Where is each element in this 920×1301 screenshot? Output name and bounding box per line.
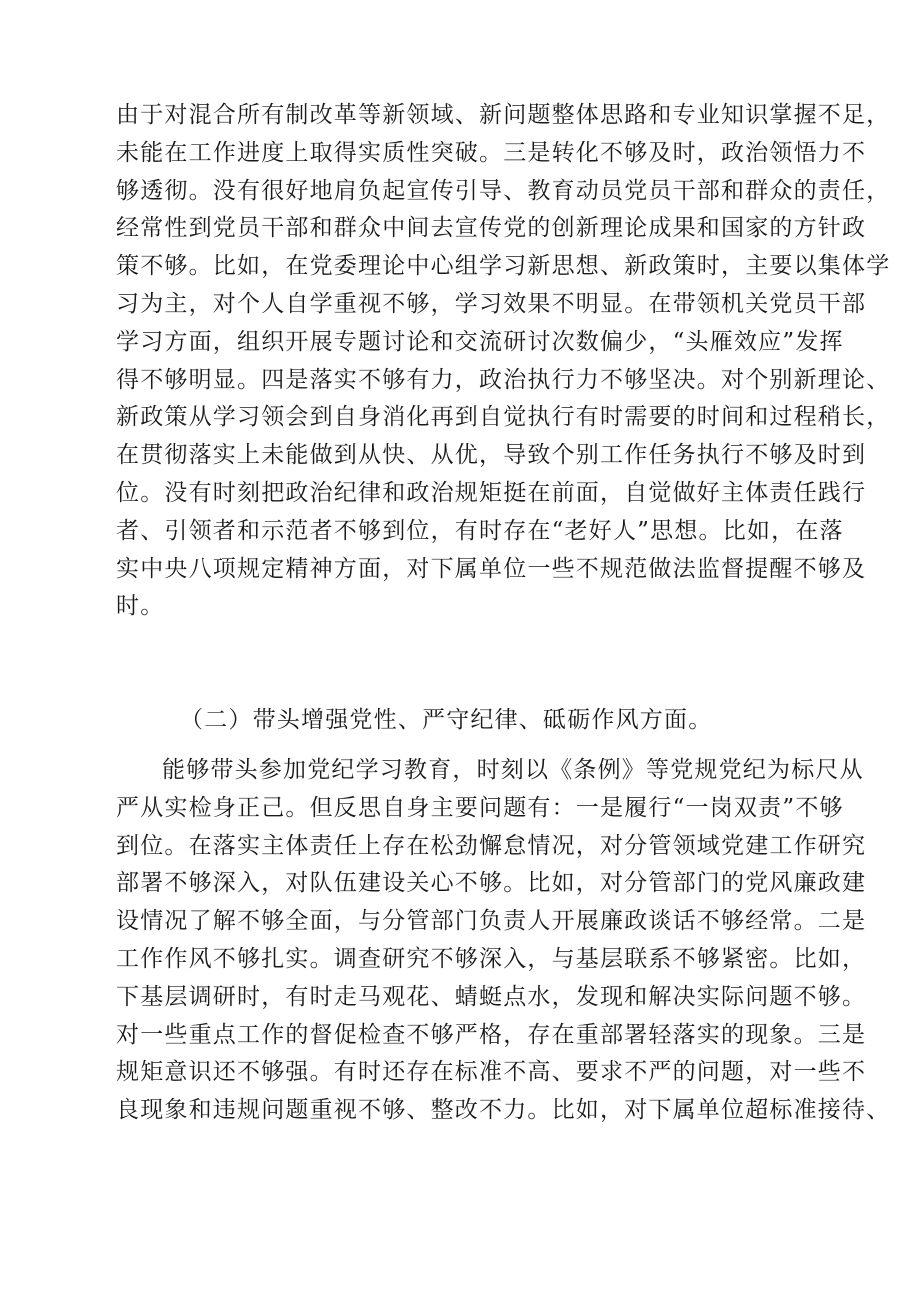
section-1-line: 学习方面，组织开展专题讨论和交流研讨次数偏少，“头雁效应”发挥	[116, 328, 844, 355]
section-2-line: 到位。在落实主体责任上存在松劲懈怠情况，对分管领域党建工作研究	[116, 832, 867, 859]
section-2-line: 下基层调研时，有时走马观花、蜻蜓点水，发现和解决实际问题不够。	[116, 983, 867, 1010]
section-1-line: 策不够。比如，在党委理论中心组学习新思想、新政策时，主要以集体学	[116, 253, 891, 280]
section-2-line: 对一些重点工作的督促检查不够严格，存在重部署轻落实的现象。三是	[116, 1021, 867, 1048]
section-1-line: 经常性到党员干部和群众中间去宣传党的创新理论成果和国家的方针政	[116, 215, 867, 242]
section-1-line: 在贯彻落实上未能做到从快、从优，导致个别工作任务执行不够及时到	[116, 442, 867, 469]
section-1-line: 习为主，对个人自学重视不够，学习效果不明显。在带领机关党员干部	[116, 290, 867, 317]
section-2-line: 规矩意识还不够强。有时还存在标准不高、要求不严的问题，对一些不	[116, 1059, 867, 1086]
section-2-line: 设情况了解不够全面，与分管部门负责人开展廉政谈话不够经常。二是	[116, 908, 867, 935]
section-1-line: 由于对混合所有制改革等新领域、新问题整体思路和专业知识掌握不足，	[116, 102, 891, 128]
section-2-heading: （二）带头增强党性、严守纪律、砥砺作风方面。	[180, 707, 713, 733]
section-1-line: 够透彻。没有很好地肩负起宣传引导、教育动员党员干部和群众的责任，	[116, 177, 891, 204]
section-1-line: 时。	[116, 593, 165, 620]
section-1-line: 实中央八项规定精神方面，对下属单位一些不规范做法监督提醒不够及	[116, 555, 867, 582]
section-2-line: 工作作风不够扎实。调查研究不够深入，与基层联系不够紧密。比如，	[116, 945, 867, 972]
section-2-line: 严从实检身正己。但反思自身主要问题有：一是履行“一岗双责”不够	[116, 794, 844, 821]
section-1-line: 者、引领者和示范者不够到位，有时存在“老好人”思想。比如，在落	[116, 517, 844, 544]
section-2-line: 能够带头参加党纪学习教育，时刻以《条例》等党规党纪为标尺从	[162, 757, 864, 783]
section-1-line: 位。没有时刻把政治纪律和政治规矩挺在前面，自觉做好主体责任践行	[116, 479, 867, 506]
section-2	[116, 702, 834, 740]
section-1-line: 未能在工作进度上取得实质性突破。三是转化不够及时，政治领悟力不	[116, 139, 867, 166]
section-2-line: 部署不够深入，对队伍建设关心不够。比如，对分管部门的党风廉政建	[116, 870, 867, 897]
section-2-body	[116, 752, 891, 1130]
section-1-line: 得不够明显。四是落实不够有力，政治执行力不够坚决。对个别新理论、	[116, 366, 891, 393]
section-1-body	[116, 97, 891, 626]
section-1-line: 新政策从学习领会到自身消化再到自觉执行有时需要的时间和过程稍长，	[116, 404, 891, 431]
section-2-line: 良现象和违规问题重视不够、整改不力。比如，对下属单位超标准接待、	[116, 1097, 891, 1124]
